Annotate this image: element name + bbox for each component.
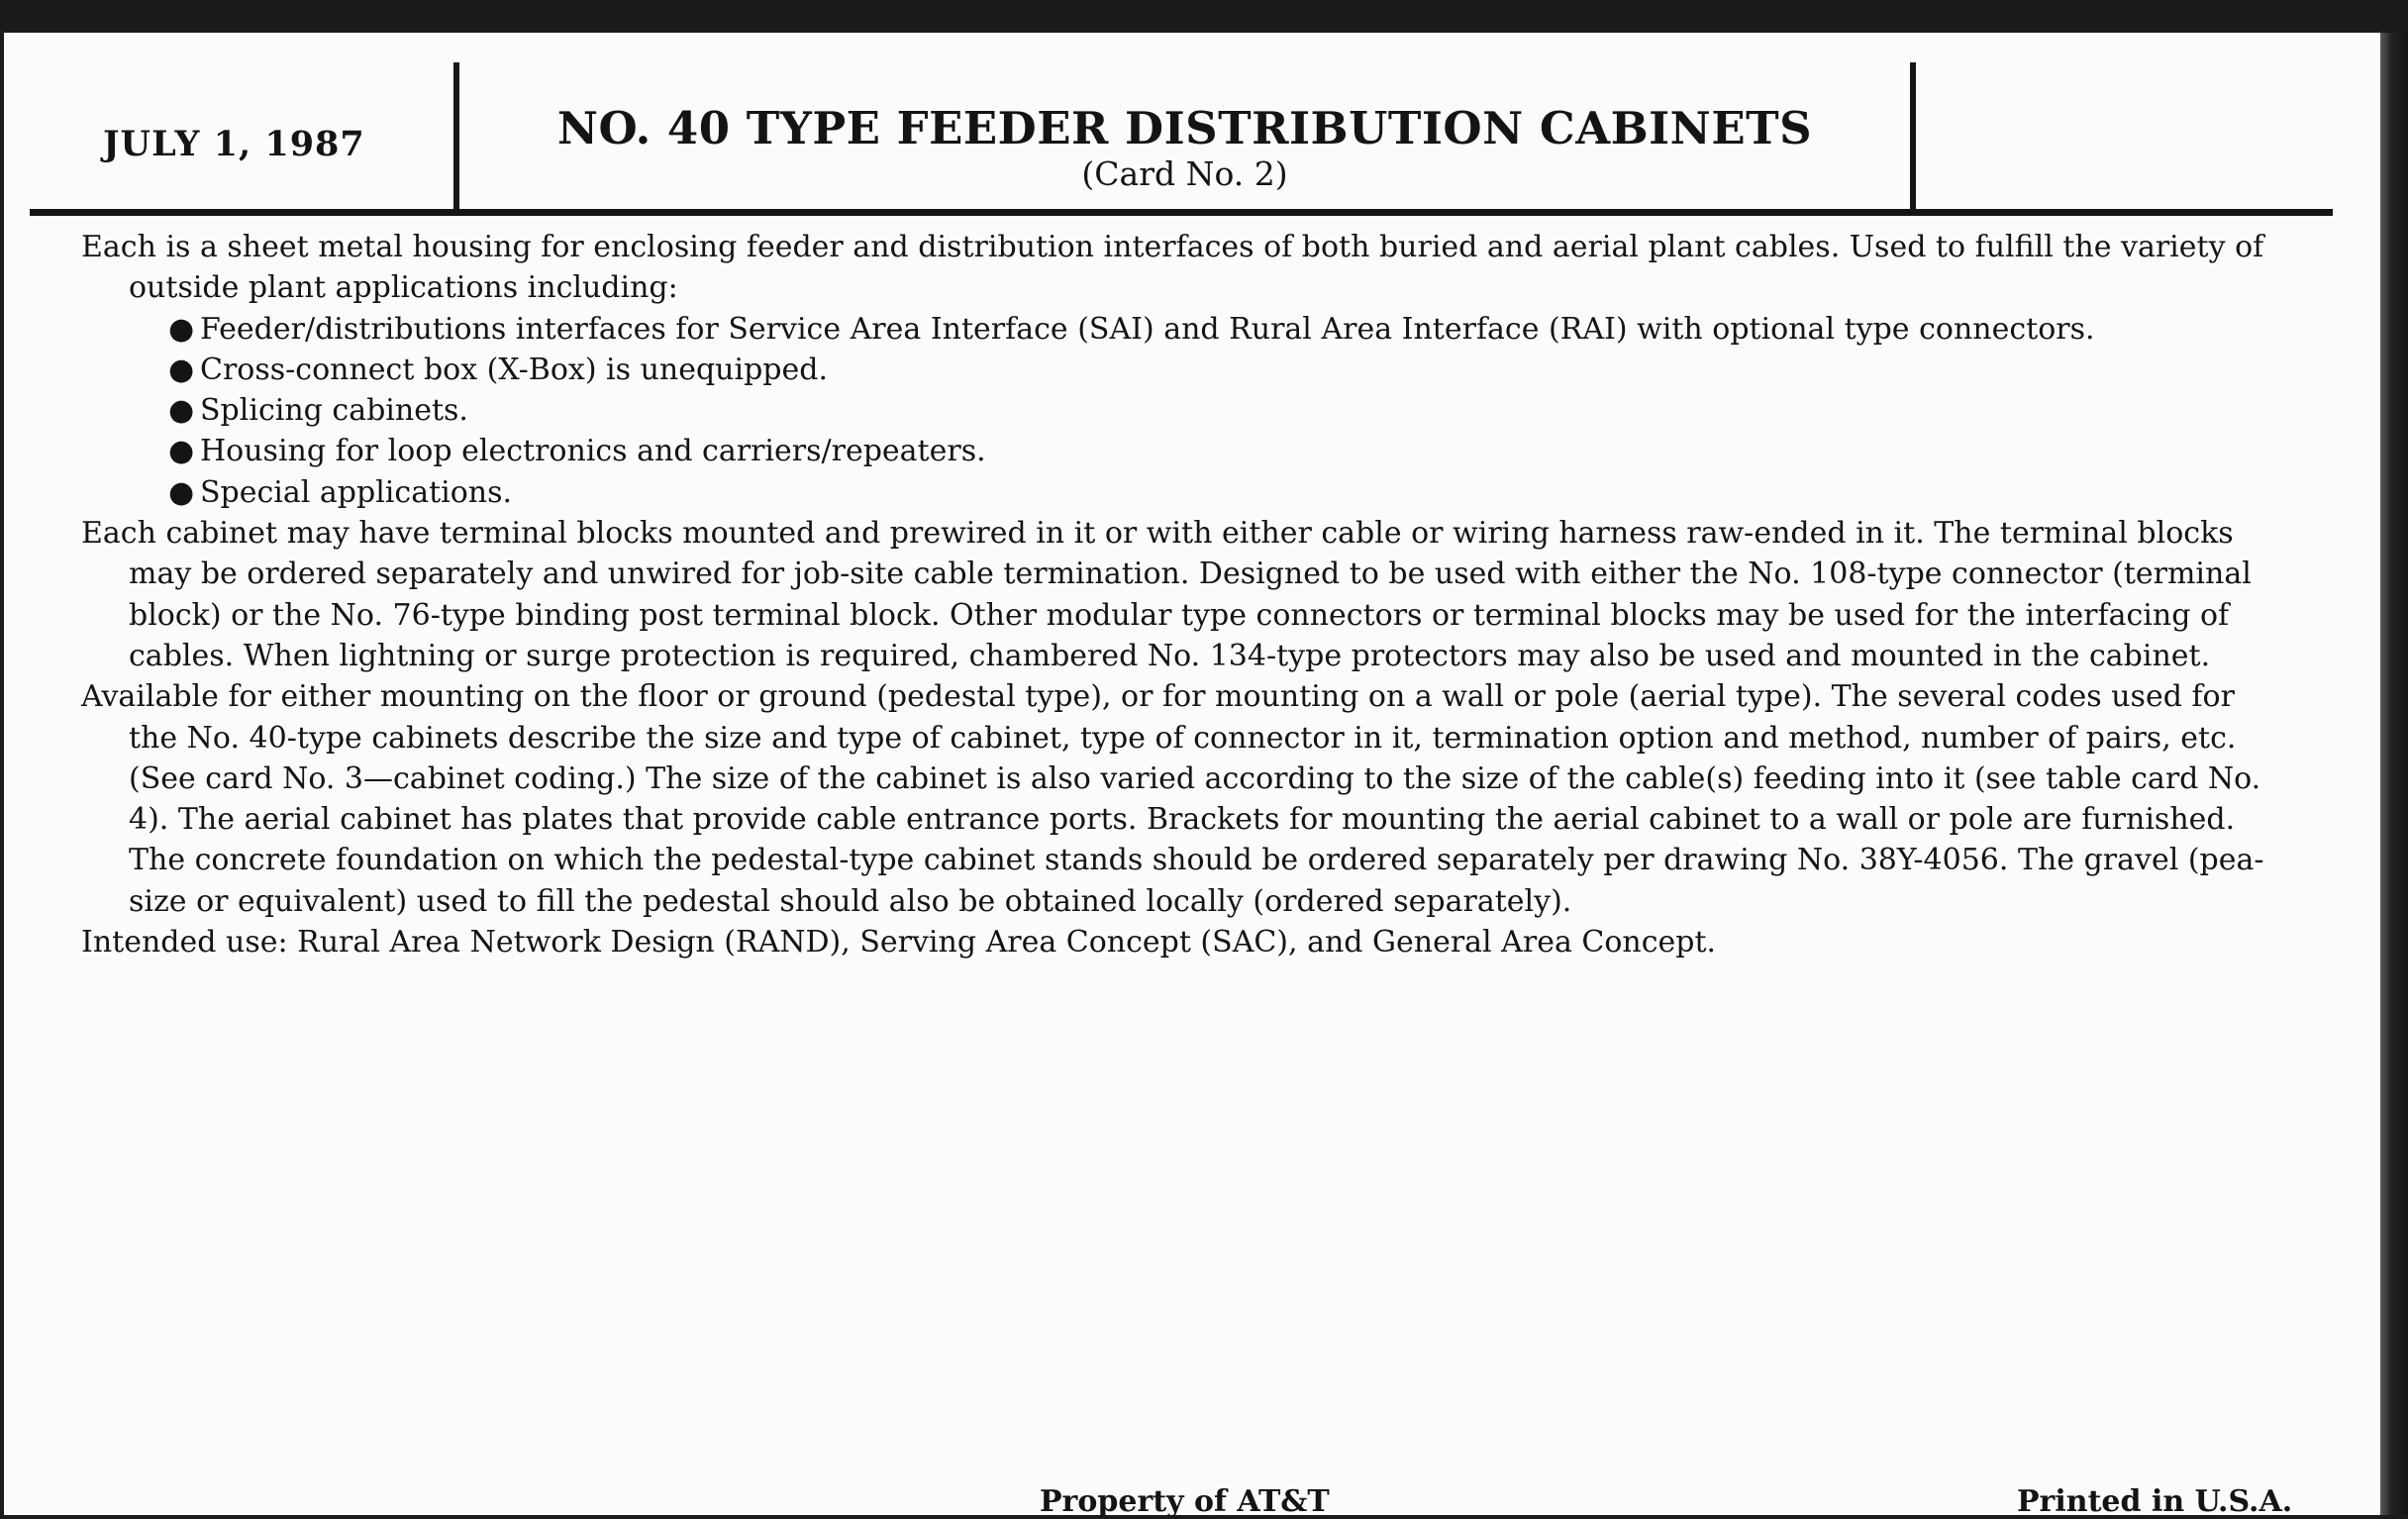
list-item: [81, 390, 2289, 431]
list-item-text: Special applications.: [200, 474, 513, 510]
property-notice: Property of AT&T: [1040, 1484, 1330, 1519]
list-item: [81, 350, 2289, 390]
bullet-icon: ●: [168, 434, 195, 469]
issue-date: JULY 1, 1987: [103, 124, 365, 164]
bullet-icon: ●: [168, 474, 195, 510]
title-block: [459, 102, 1910, 193]
bullet-icon: ●: [168, 311, 195, 347]
header-rule: [30, 209, 2333, 216]
intro-paragraph: Each is a sheet metal housing for enclosing feeder and distribution interfaces of both buried and aerial plant cables. Used to fulfill the variety of outside plant applications including:: [81, 230, 2264, 306]
list-item: [81, 431, 2289, 471]
header-divider-right: [1910, 62, 1916, 211]
list-item-text: Splicing cabinets.: [200, 393, 468, 429]
list-item: [81, 472, 2289, 513]
card-edge-shadow: [2380, 33, 2408, 1515]
bullet-icon: ●: [168, 352, 195, 387]
printed-notice: Printed in U.S.A.: [2017, 1484, 2293, 1519]
document-card: [4, 33, 2380, 1519]
bullet-icon: ●: [168, 393, 195, 429]
document-body: [81, 227, 2289, 962]
list-item-text: Feeder/distributions interfaces for Service Area Interface (SAI) and Rural Area Interface (RAI) with optional type connectors.: [200, 311, 2095, 347]
intended-use-paragraph: Intended use: Rural Area Network Design (RAND), Serving Area Concept (SAC), and General Area Concept.: [81, 925, 1717, 961]
mounting-paragraph: Available for either mounting on the floor or ground (pedestal type), or for mounting on a wall or pole (aerial type). The several codes used for the No. 40-type cabinets describe the size and type of cabinet, type of connector in it, termination option and method, number of pairs, etc. (See card No. 3—cabinet coding.) The size of the cabinet is also varied according to the size of the cable(s) feeding into it (see table card No. 4). The aerial cabinet has plates that provide cable entrance ports. Brackets for mounting the aerial cabinet to a wall or pole are furnished. The concrete foundation on which the pedestal-type cabinet stands should be ordered separately per drawing No. 38Y-4056. The gravel (pea-size or equivalent) used to fill the pedestal should also be obtained locally (ordered separately).: [81, 679, 2264, 919]
terminal-blocks-paragraph: Each cabinet may have terminal blocks mounted and prewired in it or with either cable or wiring harness raw-ended in it. The terminal blocks may be ordered separately and unwired for job-site cable termination. Designed to be used with either the No. 108-type connector (terminal block) or the No. 76-type binding post terminal block. Other modular type connectors or terminal blocks may be used for the interfacing of cables. When lightning or surge protection is required, chambered No. 134-type protectors may also be used and mounted in the cabinet.: [81, 516, 2252, 673]
applications-list: [81, 309, 2289, 513]
list-item: [81, 309, 2289, 350]
list-item-text: Housing for loop electronics and carriers/repeaters.: [200, 434, 986, 469]
list-item-text: Cross-connect box (X-Box) is unequipped.: [200, 352, 828, 387]
card-number: (Card No. 2): [1081, 154, 1288, 193]
page-title: NO. 40 TYPE FEEDER DISTRIBUTION CABINETS: [556, 102, 1813, 154]
